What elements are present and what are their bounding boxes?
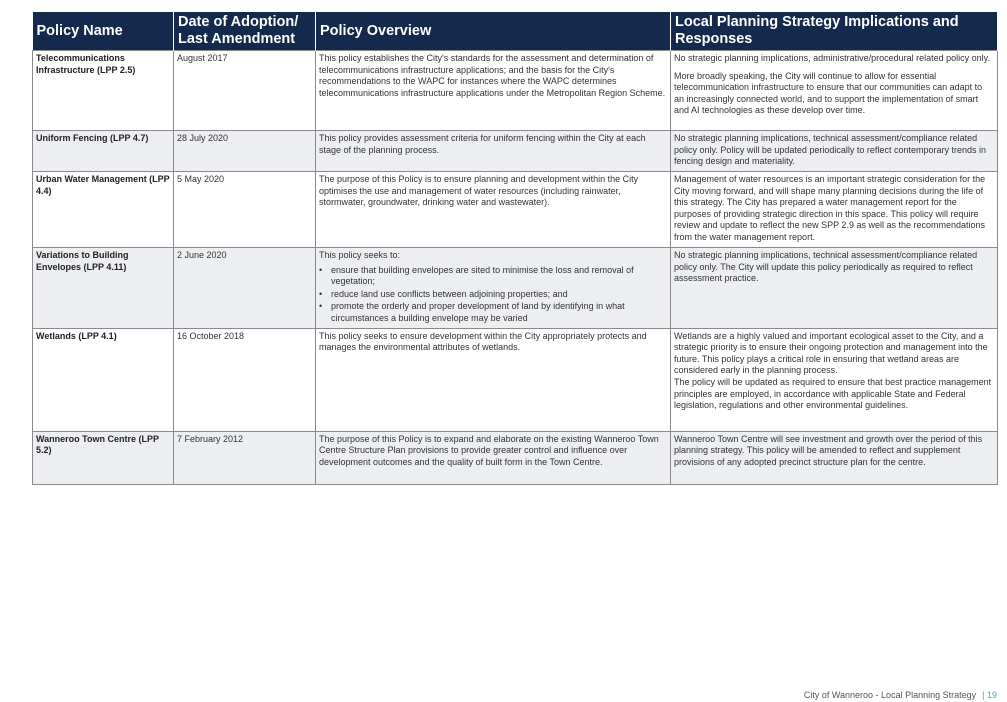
overview-bullet-list bbox=[319, 265, 667, 325]
header-implications: Local Planning Strategy Implications and Responses bbox=[671, 12, 998, 51]
overview-cell: The purpose of this Policy is to expand and elaborate on the existing Wanneroo Town Centre Structure Plan provisions to provide greater control and influence over development outcomes and the quality of built form in the Town Centre. bbox=[316, 431, 671, 484]
table-row bbox=[33, 328, 998, 431]
implications-cell bbox=[671, 51, 998, 131]
list-item: • reduce land use conflicts between adjoining properties; and bbox=[329, 289, 667, 301]
implications-paragraph: No strategic planning implications, administrative/procedural related policy only. bbox=[674, 53, 990, 63]
date-cell: 28 July 2020 bbox=[174, 131, 316, 172]
footer-separator: | bbox=[982, 690, 985, 700]
implications-cell: No strategic planning implications, technical assessment/compliance related policy only. The City will update this policy periodically as required to reflect assessment practice. bbox=[671, 248, 998, 329]
overview-cell: The purpose of this Policy is to ensure planning and development within the City optimises the use and management of water resources (including rainwater, stormwater, groundwater, drinking water and wastewater). bbox=[316, 172, 671, 248]
policy-table bbox=[32, 12, 998, 485]
overview-intro: This policy seeks to: bbox=[319, 250, 401, 260]
implications-paragraph: The policy will be updated as required to ensure that best practice management principles are employed, in accordance with applicable State and Federal legislation, regulations and other environmental guidelines. bbox=[674, 376, 992, 411]
date-cell: 2 June 2020 bbox=[174, 248, 316, 329]
date-cell: August 2017 bbox=[174, 51, 316, 131]
date-cell: 7 February 2012 bbox=[174, 431, 316, 484]
implications-cell: Management of water resources is an important strategic consideration for the City moving forward, and will shape many planning decisions during the life of this strategy. The City has prepared a water management report for the purposes of providing strategic direction in this space. This policy will require review and update to reflect the new SPP 2.9 as well as the recommendations from the water management report. bbox=[671, 172, 998, 248]
table-header-row bbox=[33, 12, 998, 51]
implications-cell: Wanneroo Town Centre will see investment and growth over the period of this planning strategy. This policy will be amended to reflect and supplement provisions of any adopted precinct structure plan for the centre. bbox=[671, 431, 998, 484]
footer-title: City of Wanneroo - Local Planning Strategy bbox=[803, 690, 977, 700]
policy-name-cell: Wetlands (LPP 4.1) bbox=[33, 328, 174, 431]
policy-name-cell: Wanneroo Town Centre (LPP 5.2) bbox=[33, 431, 174, 484]
table-row bbox=[33, 172, 998, 248]
table-row bbox=[33, 248, 998, 329]
date-cell: 16 October 2018 bbox=[174, 328, 316, 431]
page-number: 19 bbox=[986, 690, 997, 700]
overview-cell: This policy establishes the City's standards for the assessment and determination of telecommunications infrastructure applications; and the basis for the City's recommendations to the WAPC for instances where the WAPC determines telecommunications infrastructure applications under the Metropolitan Region Scheme. bbox=[316, 51, 671, 131]
policy-name-cell: Uniform Fencing (LPP 4.7) bbox=[33, 131, 174, 172]
implications-cell: No strategic planning implications, technical assessment/compliance related policy only. Policy will be updated periodically to reflect contemporary trends in fencing design and materiality. bbox=[671, 131, 998, 172]
overview-cell: This policy seeks to ensure development within the City appropriately protects and manages the environmental attributes of wetlands. bbox=[316, 328, 671, 431]
list-item: • promote the orderly and proper development of land by identifying in what circumstances a building envelope may be varied bbox=[329, 301, 667, 324]
policy-name-cell: Urban Water Management (LPP 4.4) bbox=[33, 172, 174, 248]
overview-cell bbox=[316, 248, 671, 329]
table-row bbox=[33, 431, 998, 484]
table-row bbox=[33, 51, 998, 131]
header-policy-name: Policy Name bbox=[33, 12, 174, 51]
implications-paragraph: More broadly speaking, the City will continue to allow for essential telecommunication infrastructure to ensure that our communities can adapt to an increasingly connected world, and to support the implementation of smart and AI technologies as these develop over time. bbox=[674, 70, 983, 116]
date-cell: 5 May 2020 bbox=[174, 172, 316, 248]
page-footer bbox=[804, 690, 997, 700]
implications-paragraph: Wetlands are a highly valued and important ecological asset to the City, and a strategic priority is to ensure their ongoing protection and management into the future. This policy plays a critical role in ensuring that wetland areas are considered early in the planning process. bbox=[674, 330, 988, 376]
table-row bbox=[33, 131, 998, 172]
header-date: Date of Adoption/ Last Amendment bbox=[174, 12, 316, 51]
list-item: • ensure that building envelopes are sited to minimise the loss and removal of vegetation; bbox=[329, 265, 667, 288]
policy-name-cell: Telecommunications Infrastructure (LPP 2.5) bbox=[33, 51, 174, 131]
policy-name-cell: Variations to Building Envelopes (LPP 4.11) bbox=[33, 248, 174, 329]
implications-cell bbox=[671, 328, 998, 431]
overview-cell: This policy provides assessment criteria for uniform fencing within the City at each stage of the planning process. bbox=[316, 131, 671, 172]
header-overview: Policy Overview bbox=[316, 12, 671, 51]
